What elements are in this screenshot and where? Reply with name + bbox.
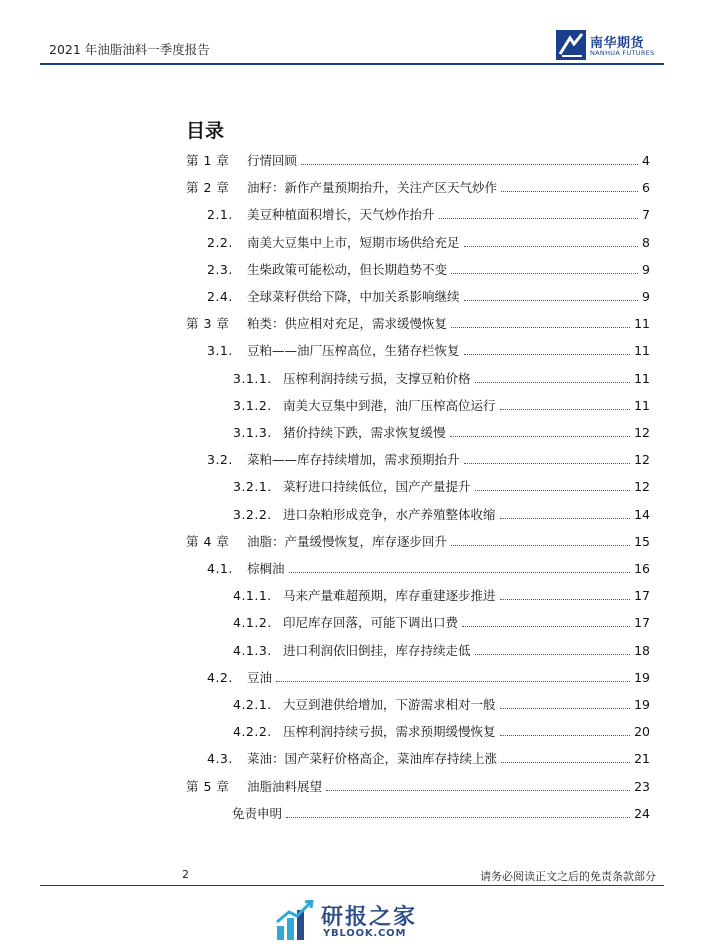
toc-entry-number: 4.2.2. [233, 724, 272, 740]
toc-entry-title: 进口杂粕形成竞争，水产养殖整体收缩 [283, 506, 496, 522]
toc-entry-number: 3.2.2. [233, 506, 272, 522]
toc-entry-title: 行情回顾 [247, 153, 298, 168]
toc-entry-page: 18 [634, 642, 650, 658]
toc-dot-leader [500, 599, 630, 600]
toc-dot-leader [464, 246, 638, 247]
toc-entry[interactable] [0, 316, 650, 332]
toc-entry-page: 17 [634, 588, 650, 604]
toc-dot-leader [286, 817, 630, 818]
page-number: 2 [182, 868, 189, 881]
toc-entry[interactable] [0, 615, 650, 631]
toc-entry-number: 4.1.1. [233, 588, 272, 604]
toc-entry-number: 2.2. [207, 234, 233, 250]
logo-english-name: NANHUA FUTURES [590, 49, 655, 57]
toc-entry-page: 16 [634, 561, 650, 576]
toc-entry-title: 印尼库存回落，可能下调出口费 [283, 615, 459, 631]
toc-dot-leader [289, 572, 630, 573]
toc-entry[interactable] [0, 697, 650, 713]
toc-entry[interactable] [0, 534, 650, 550]
toc-entry-title: 生柴政策可能松动，但长期趋势不变 [247, 261, 448, 277]
toc-dot-leader [500, 409, 630, 410]
toc-dot-leader [464, 354, 630, 355]
toc-dot-leader [500, 708, 630, 709]
toc-dot-leader [500, 735, 630, 736]
toc-entry[interactable] [0, 180, 650, 196]
toc-entry-number: 第 3 章 [186, 316, 230, 332]
toc-entry-page: 12 [634, 452, 650, 468]
toc-entry-title: 油籽：新作产量预期抬升，关注产区天气炒作 [247, 180, 498, 196]
toc-entry-page: 19 [634, 697, 650, 712]
toc-entry-number: 4.2. [207, 669, 233, 685]
toc-dot-leader [451, 327, 630, 328]
toc-entry[interactable] [0, 479, 650, 495]
toc-entry[interactable] [0, 452, 650, 468]
toc-entry-number: 2.1. [207, 207, 233, 223]
nanhua-logo-icon [556, 30, 586, 60]
toc-dot-leader [439, 218, 638, 219]
toc-dot-leader [450, 436, 630, 437]
toc-dot-leader [464, 300, 638, 301]
footer-divider [40, 885, 664, 886]
toc-dot-leader [500, 518, 630, 519]
toc-entry[interactable] [0, 207, 650, 223]
toc-entry[interactable] [0, 779, 650, 795]
toc-entry-title: 美豆种植面积增长，天气炒作抬升 [247, 207, 435, 223]
toc-dot-leader [475, 490, 630, 491]
watermark [275, 900, 465, 944]
toc-entry[interactable] [0, 670, 650, 686]
toc-entry-number: 第 2 章 [186, 180, 230, 196]
toc-entry-number: 4.1.2. [233, 615, 272, 631]
toc-dot-leader [475, 382, 630, 383]
toc-entry-title: 免责申明 [232, 805, 283, 821]
toc-entry[interactable] [0, 724, 650, 740]
toc-entry[interactable] [0, 289, 650, 305]
toc-dot-leader [501, 762, 630, 763]
toc-entry-page: 9 [642, 261, 650, 277]
toc-entry-page: 20 [634, 724, 650, 740]
toc-entry-number: 4.2.1. [233, 697, 272, 712]
toc-heading: 目录 [186, 120, 225, 142]
toc-entry-title: 压榨利润持续亏损，需求预期缓慢恢复 [283, 724, 496, 740]
toc-entry-page: 23 [634, 778, 650, 794]
toc-entry-page: 19 [634, 669, 650, 685]
toc-entry-page: 21 [634, 751, 650, 767]
toc-entry[interactable] [0, 235, 650, 251]
logo-chinese-name: 南华期货 [590, 36, 645, 51]
nanhua-logo [556, 30, 666, 66]
watermark-text-cn: 研报之家 [321, 905, 418, 930]
toc-entry-title: 菜籽进口持续低位，国产产量提升 [283, 479, 471, 495]
toc-entry-page: 11 [634, 397, 650, 413]
toc-entry-page: 7 [642, 207, 650, 223]
toc-entry-number: 第 5 章 [186, 778, 230, 794]
toc-entry-page: 15 [634, 533, 650, 549]
toc-entry[interactable] [0, 806, 650, 822]
toc-entry-title: 猪价持续下跌，需求恢复缓慢 [283, 425, 446, 440]
toc-entry-number: 4.1. [207, 561, 233, 576]
toc-entry[interactable] [0, 153, 650, 169]
toc-entry-page: 8 [642, 234, 650, 250]
footer-disclaimer: 请务必阅读正文之后的免责条款部分 [480, 870, 656, 883]
toc-entry-title: 油脂：产量缓慢恢复，库存逐步回升 [247, 533, 448, 549]
toc-entry-title: 粕类：供应相对充足，需求缓慢恢复 [247, 316, 448, 332]
toc-entry[interactable] [0, 425, 650, 441]
toc-entry-title: 豆油 [247, 669, 273, 685]
toc-entry-number: 第 4 章 [186, 533, 230, 549]
toc-entry-title: 大豆到港供给增加，下游需求相对一般 [283, 697, 496, 712]
toc-entry-number: 3.1. [207, 343, 233, 359]
toc-dot-leader [276, 681, 630, 682]
toc-entry-title: 南美大豆集中上市，短期市场供给充足 [247, 234, 460, 250]
toc-entry-title: 进口利润依旧倒挂，库存持续走低 [283, 642, 471, 658]
toc-entry[interactable] [0, 588, 650, 604]
toc-dot-leader [501, 191, 638, 192]
report-title: 2021 年油脂油料一季度报告 [49, 42, 210, 57]
toc-entry[interactable] [0, 561, 650, 577]
toc-entry-page: 11 [634, 316, 650, 332]
toc-entry-page: 6 [642, 180, 650, 196]
toc-entry-number: 3.1.1. [233, 370, 272, 386]
toc-entry-title: 菜油：国产菜籽价格高企，菜油库存持续上涨 [247, 751, 498, 767]
toc-entry-number: 4.3. [207, 751, 233, 767]
toc-entry-number: 2.3. [207, 261, 233, 277]
toc-entry[interactable] [0, 371, 650, 387]
toc-dot-leader [464, 463, 630, 464]
toc-entry-number: 2.4. [207, 289, 233, 304]
toc-entry-title: 油脂油料展望 [247, 778, 323, 794]
toc-entry-number: 3.2.1. [233, 479, 272, 495]
header-divider [40, 63, 664, 65]
watermark-bars-icon [275, 900, 317, 944]
toc-entry-title: 南美大豆集中到港，油厂压榨高位运行 [283, 397, 496, 413]
toc-entry-title: 全球菜籽供给下降，中加关系影响继续 [247, 289, 460, 304]
toc-entry-title: 菜粕——库存持续增加，需求预期抬升 [247, 452, 460, 468]
toc-entry-page: 9 [642, 289, 650, 304]
toc-entry-title: 马来产量难超预期，库存重建逐步推进 [283, 588, 496, 604]
toc-entry[interactable] [0, 751, 650, 767]
toc-entry-number: 3.2. [207, 452, 233, 468]
toc-dot-leader [451, 545, 630, 546]
toc-entry-page: 12 [634, 479, 650, 495]
toc-entry-page: 17 [634, 615, 650, 631]
toc-dot-leader [475, 654, 630, 655]
toc-entry-title: 棕榈油 [247, 561, 285, 576]
toc-entry[interactable] [0, 507, 650, 523]
toc-entry-page: 14 [634, 506, 650, 522]
toc-entry-number: 3.1.3. [233, 425, 272, 440]
toc-entry-page: 11 [634, 370, 650, 386]
toc-entry-title: 压榨利润持续亏损，支撑豆粕价格 [283, 370, 471, 386]
toc-entry[interactable] [0, 398, 650, 414]
toc-entry-page: 4 [642, 153, 650, 168]
toc-dot-leader [462, 626, 630, 627]
toc-dot-leader [301, 164, 638, 165]
toc-entry-page: 12 [634, 425, 650, 440]
toc-entry[interactable] [0, 262, 650, 278]
toc-entry-title: 豆粕——油厂压榨高位，生猪存栏恢复 [247, 343, 460, 359]
toc-entry-page: 24 [634, 805, 650, 821]
toc-entry[interactable] [0, 643, 650, 659]
toc-entry[interactable] [0, 343, 650, 359]
toc-entry-page: 11 [634, 343, 650, 359]
toc-dot-leader [451, 273, 638, 274]
toc-entry-number: 4.1.3. [233, 642, 272, 658]
toc-entry-number: 3.1.2. [233, 397, 272, 413]
toc-entry-number: 第 1 章 [186, 153, 230, 168]
watermark-text-en: YBLOOK.COM [323, 928, 407, 939]
toc-dot-leader [326, 790, 630, 791]
